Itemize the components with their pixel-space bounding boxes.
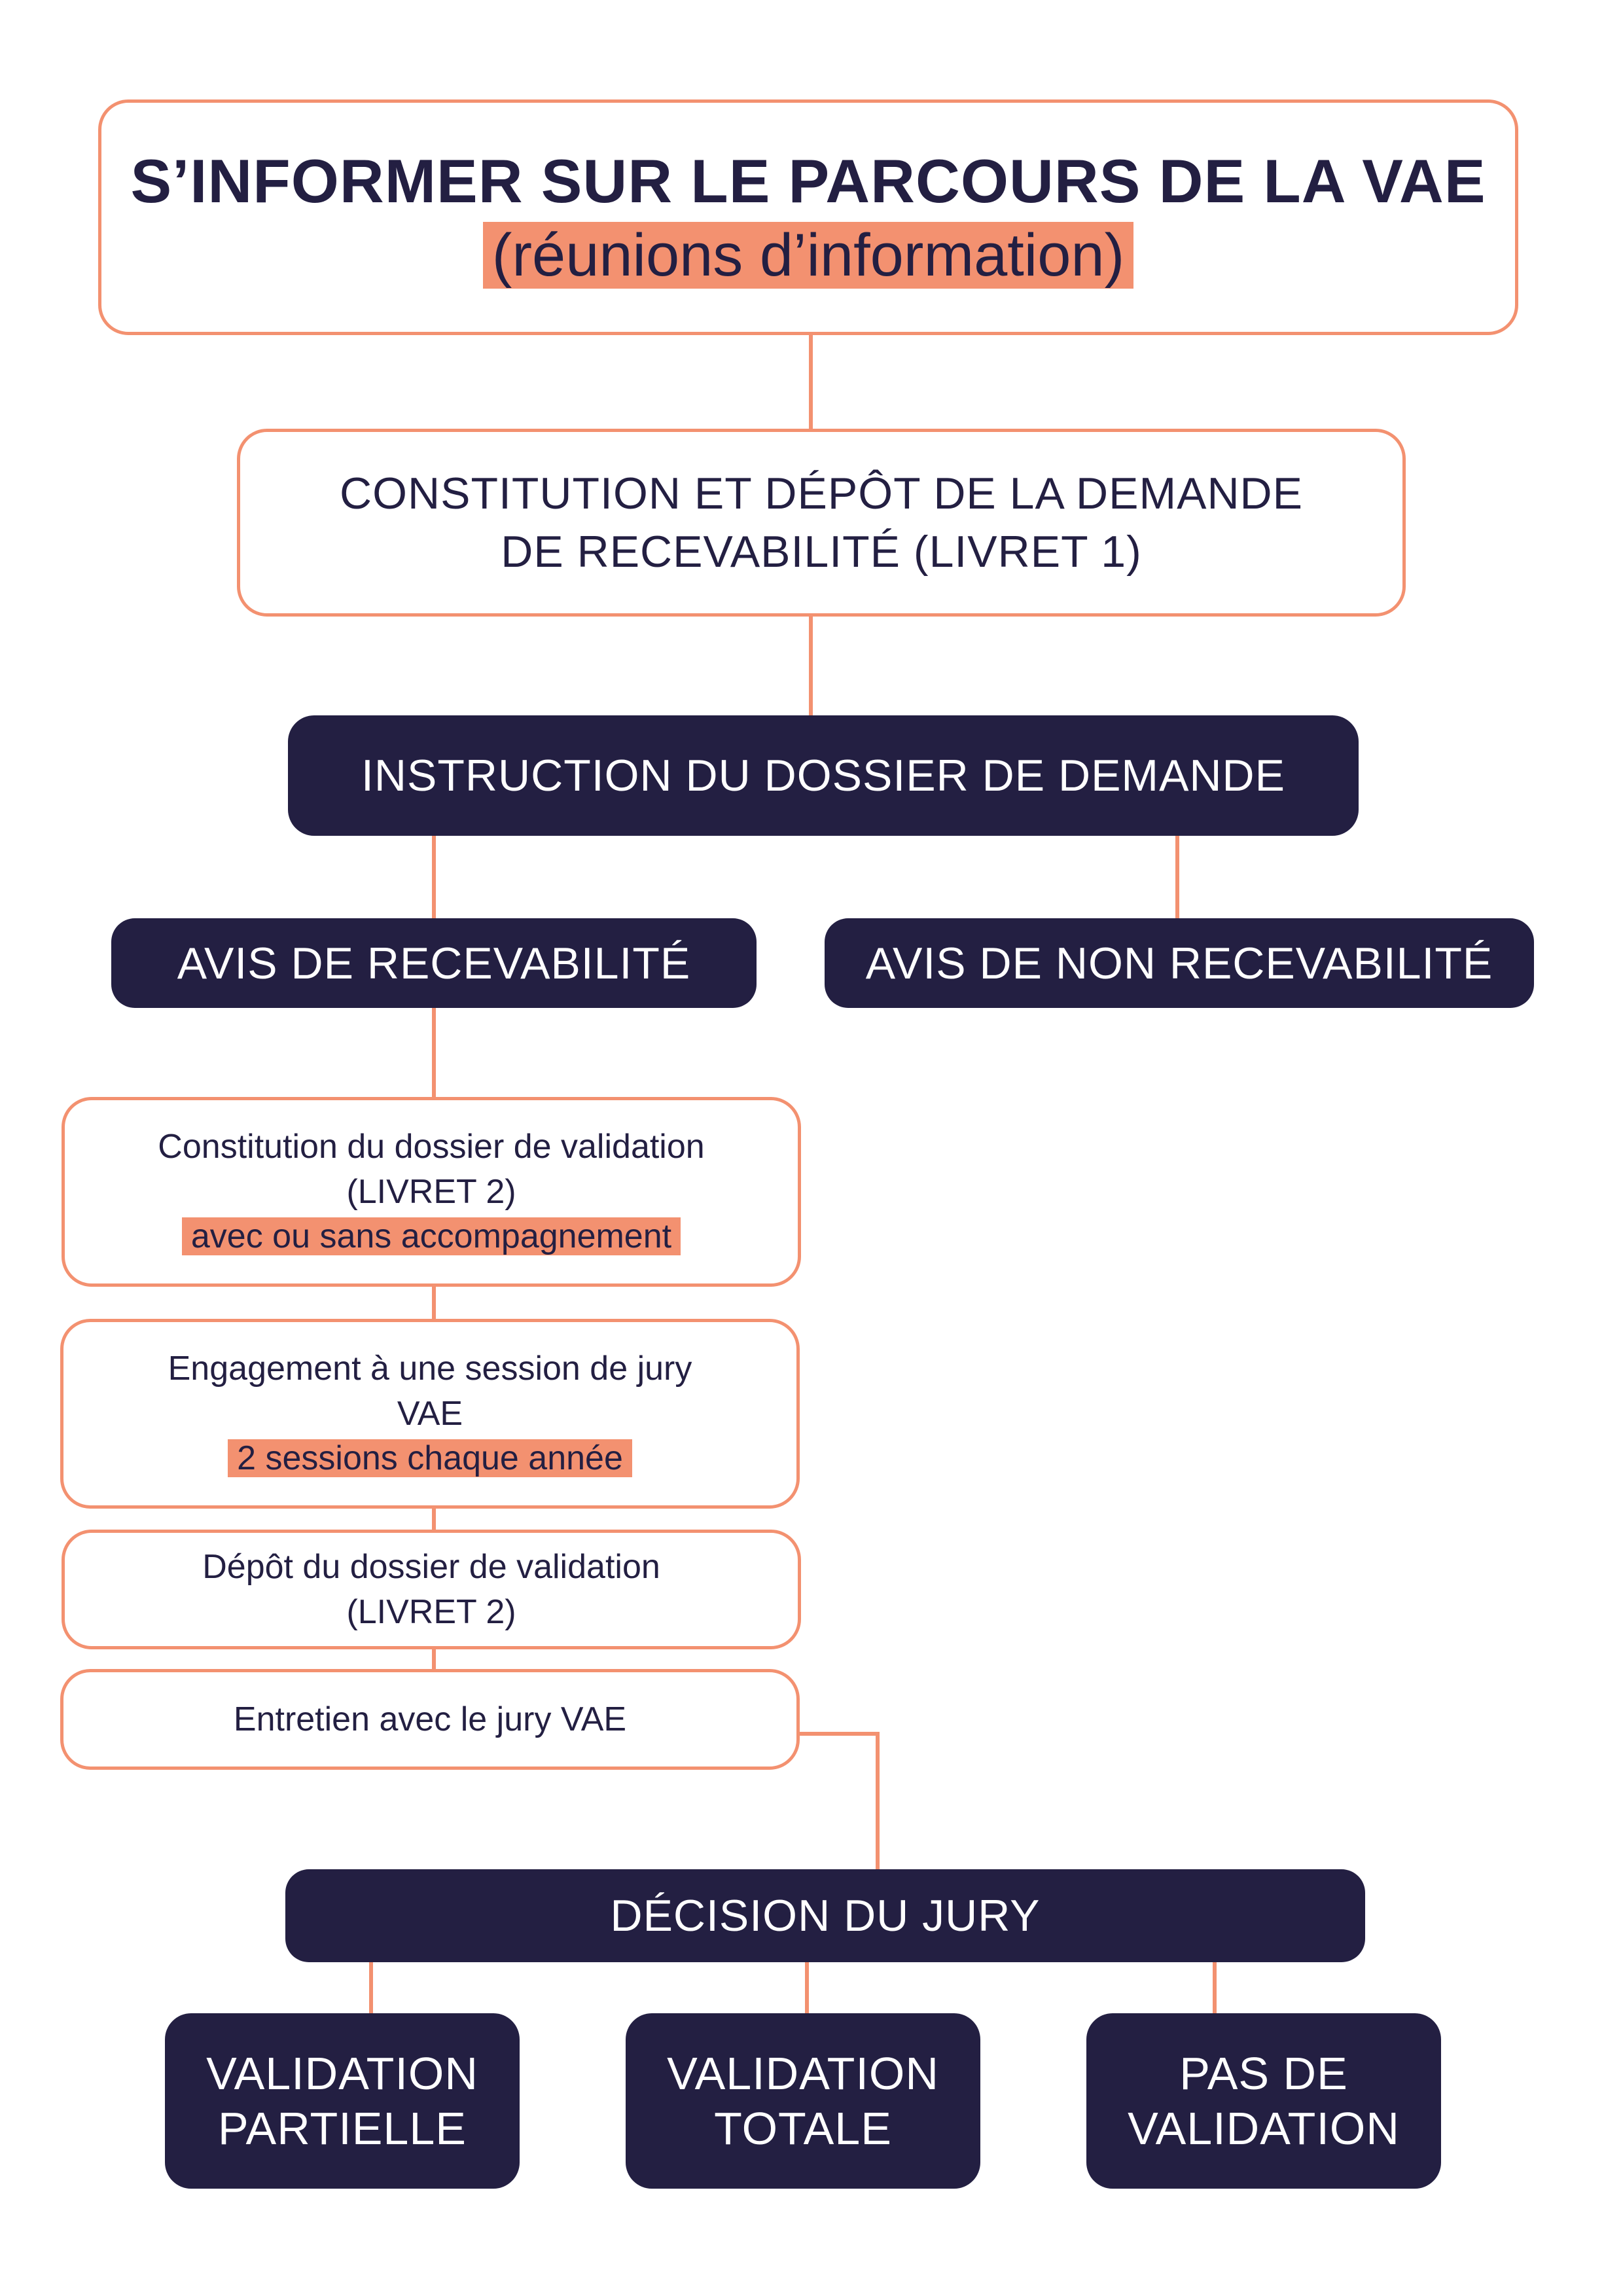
- connector-line: [809, 335, 813, 431]
- branch-avis-non-recevabilite: [825, 918, 1534, 1008]
- substep-engagement-jury: [60, 1319, 800, 1509]
- step-information-highlight: (réunions d’information): [483, 222, 1133, 289]
- connector-line: [809, 615, 813, 717]
- connector-line: [432, 1648, 436, 1670]
- substep-text: VAE: [397, 1394, 463, 1433]
- step-demande-recevabilite: [237, 429, 1406, 617]
- connector-line: [876, 1732, 880, 1869]
- connector-line: [432, 1286, 436, 1320]
- branch-recevable-label: AVIS DE RECEVABILITÉ: [177, 938, 691, 988]
- step-decision-jury: [285, 1869, 1365, 1962]
- connector-line: [369, 1961, 373, 2015]
- result-text: VALIDATION: [206, 2048, 478, 2099]
- result-text: PARTIELLE: [218, 2103, 467, 2154]
- connector-line: [432, 1008, 436, 1098]
- decision-label: DÉCISION DU JURY: [610, 1891, 1041, 1941]
- substep-text: Dépôt du dossier de validation: [202, 1547, 660, 1586]
- result-validation-totale: [626, 2013, 980, 2189]
- step-instruction: [288, 715, 1359, 836]
- connector-line: [1213, 1961, 1217, 2015]
- substep-text: Constitution du dossier de validation: [158, 1128, 705, 1166]
- result-text: TOTALE: [714, 2103, 892, 2154]
- step-information-title: S’INFORMER SUR LE PARCOURS DE LA VAE: [130, 146, 1486, 215]
- substep-text: Engagement à une session de jury: [168, 1350, 692, 1388]
- step-demande-line1: CONSTITUTION ET DÉPÔT DE LA DEMANDE: [339, 469, 1304, 519]
- result-text: VALIDATION: [667, 2048, 939, 2099]
- connector-line: [1175, 836, 1179, 920]
- step-instruction-label: INSTRUCTION DU DOSSIER DE DEMANDE: [361, 751, 1285, 800]
- result-pas-de-validation: [1086, 2013, 1441, 2189]
- step-demande-line2: DE RECEVABILITÉ (LIVRET 1): [501, 526, 1142, 577]
- substep-depot-dossier: [62, 1530, 801, 1649]
- branch-non-recevable-label: AVIS DE NON RECEVABILITÉ: [865, 938, 1493, 988]
- substep-text: (LIVRET 2): [346, 1172, 516, 1211]
- connector-line: [797, 1732, 880, 1736]
- result-text: VALIDATION: [1128, 2103, 1400, 2154]
- substep-highlight: avec ou sans accompagnement: [182, 1217, 681, 1255]
- result-text: PAS DE: [1179, 2048, 1348, 2099]
- connector-line: [432, 836, 436, 920]
- branch-avis-recevabilite: [111, 918, 757, 1008]
- connector-line: [432, 1507, 436, 1532]
- connector-line: [805, 1961, 809, 2015]
- substep-text: Entretien avec le jury VAE: [233, 1700, 627, 1738]
- step-information: [98, 99, 1518, 335]
- substep-constitution-dossier: [62, 1097, 801, 1287]
- substep-text: (LIVRET 2): [346, 1592, 516, 1631]
- substep-entretien-jury: [60, 1669, 800, 1770]
- substep-highlight: 2 sessions chaque année: [228, 1439, 632, 1477]
- result-validation-partielle: [165, 2013, 520, 2189]
